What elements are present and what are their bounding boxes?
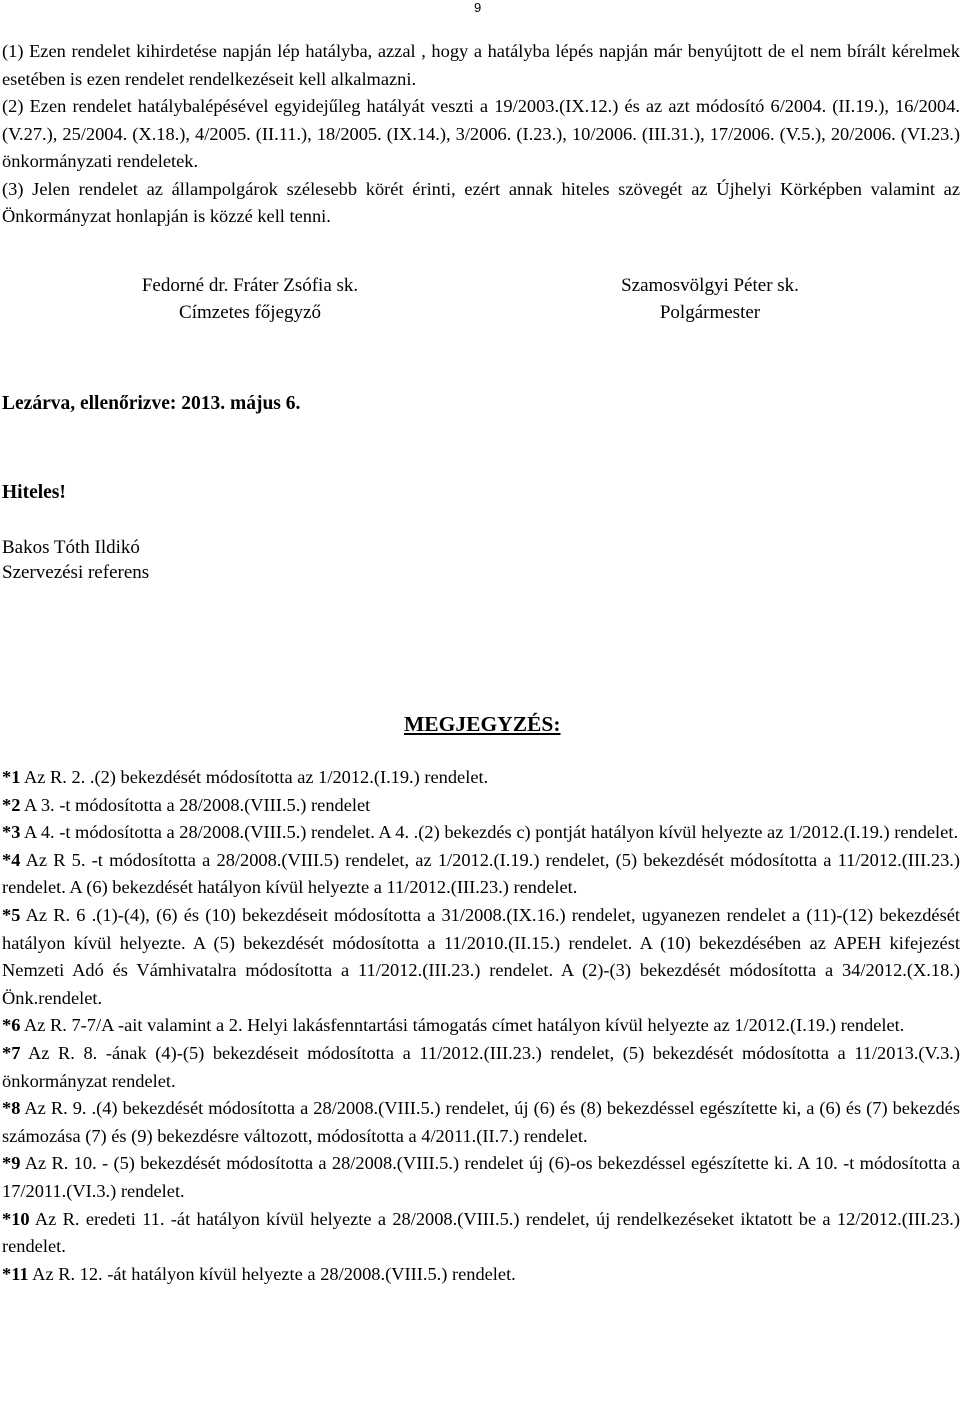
note-text: Az R 5. -t módosította a 28/2008.(VIII.5) rendelet, az 1/2012.(I.19.) rendelet, (5) bekezdését módosította a 11/2012.(III.23.) rendelet. A (6) bekezdését hatályon kívül helyezte a 11/2012.(III.23.) rendelet. [2,849,960,898]
note-marker: *8 [2,1098,21,1119]
certifier [2,535,149,585]
paragraph-3: (3) Jelen rendelet az állampolgárok szélesebb körét érinti, ezért annak hiteles szövegét az Újhelyi Körképben valamint az Önkormányzat honlapján is közzé kell tenni. [2,178,960,226]
note-marker: *9 [2,1153,21,1174]
note-item [2,1095,960,1150]
note-item [2,1206,960,1261]
signature-mayor [540,272,880,326]
note-marker: *11 [2,1263,29,1284]
notes-list [2,764,960,1288]
note-marker: *2 [2,794,21,815]
note-marker: *7 [2,1042,21,1063]
note-marker: *1 [2,767,21,787]
certifier-title: Szervezési referens [2,562,150,583]
note-text: Az R. 12. -át hatályon kívül helyezte a 28/2008.(VIII.5.) rendelet. [28,1263,516,1284]
paragraph-2: (2) Ezen rendelet hatálybalépésével egyidejűleg hatályát veszti a 19/2003.(IX.12.) és az azt módosító 6/2004. (II.19.), 16/2004. (V.27.), 25/2004. (X.18.), 4/2005. (II.11.), 18/2005. (IX.14.), 3/2006. (I.23.), 10/2006. (III.31.), 17/2006. (V.5.), 20/2006. (VI.23.) önkormányzati rendeletek. [2,96,960,171]
note-text: Az R. eredeti 11. -át hatályon kívül helyezte a 28/2008.(VIII.5.) rendelet, új rendelkezéseket iktatott be a 12/2012.(III.23.) rendelet. [2,1208,960,1257]
note-text: A 3. -t módosította a 28/2008.(VIII.5.) rendelet [20,794,371,815]
certified-label: Hiteles! [2,482,66,503]
signature-notary-title: Címzetes főjegyző [179,302,321,323]
note-marker: *3 [2,822,21,843]
note-item [2,902,960,1012]
closed-verified-line: Lezárva, ellenőrizve: 2013. május 6. [2,393,301,414]
paragraph-1: (1) Ezen rendelet kihirdetése napján lép hatályba, azzal , hogy a hatályba lépés napján már benyújtott de el nem bírált kérelmek esetében is ezen rendelet rendelkezéseit kell alkalmazni. [2,41,960,89]
note-text: Az R. 2. .(2) bekezdését módosította az 1/2012.(I.19.) rendelet. [20,767,489,787]
note-marker: *10 [2,1208,30,1229]
final-provisions [2,38,960,231]
note-text: Az R. 9. .(4) bekezdését módosította a 28/2008.(VIII.5.) rendelet, új (6) és (8) bekezdéssel egészítette ki, a (6) és (7) bekezdés számozása (7) és (9) bekezdésre változott, módosította a 4/2011.(II.7.) rendelet. [2,1098,960,1146]
note-item [2,819,960,847]
note-text: Az R. 7-7/A -ait valamint a 2. Helyi lakásfenntartási támogatás címet hatályon kívül helyezte az 1/2012.(I.19.) rendelet. [20,1015,905,1036]
note-item [2,764,960,792]
signature-notary-name: Fedorné dr. Fráter Zsófia sk. [141,275,359,296]
note-marker: *5 [2,904,21,925]
note-item [2,847,960,902]
signature-mayor-name: Szamosvölgyi Péter sk. [621,275,799,296]
note-text: Az R. 6 .(1)-(4), (6) és (10) bekezdéseit módosította a 31/2008.(IX.16.) rendelet, ugyanezen rendelet a (11)-(12) bekezdését hatályon kívül helyezte. A (5) bekezdését módosította a 11/2010.(II.15.) rendelet. A (10) bekezdésében az APEH kifejezést Nemzeti Adó és Vámhivatalra módosította a 11/2012.(III.23.) rendelet. A (2)-(3) bekezdését módosította a 34/2012.(X.18.) Önk.rendelet. [2,904,960,1008]
note-item [2,1261,960,1289]
note-item [2,1012,960,1040]
note-item [2,1150,960,1205]
note-item [2,1040,960,1095]
notes-title: MEGJEGYZÉS: [404,712,561,736]
note-item [2,792,960,820]
note-text: A 4. -t módosította a 28/2008.(VIII.5.) rendelet. A 4. .(2) bekezdés c) pontját hatályon kívül helyezte az 1/2012.(I.19.) rendelet. [20,822,959,843]
signature-mayor-title: Polgármester [659,302,761,323]
note-text: Az R. 10. - (5) bekezdését módosította a 28/2008.(VIII.5.) rendelet új (6)-os bekezdéssel egészítette ki. A 10. -t módosította a 17/2011.(VI.3.) rendelet. [2,1153,960,1201]
signature-notary [80,272,420,326]
certifier-name: Bakos Tóth Ildikó [2,537,140,558]
page-number: 9 [474,0,482,15]
note-text: Az R. 8. -ának (4)-(5) bekezdéseit módosította a 11/2012.(III.23.) rendelet, (5) bekezdését módosította a 11/2013.(V.3.) önkormányzat rendelet. [2,1042,960,1091]
note-marker: *4 [2,849,21,870]
note-marker: *6 [2,1015,21,1036]
